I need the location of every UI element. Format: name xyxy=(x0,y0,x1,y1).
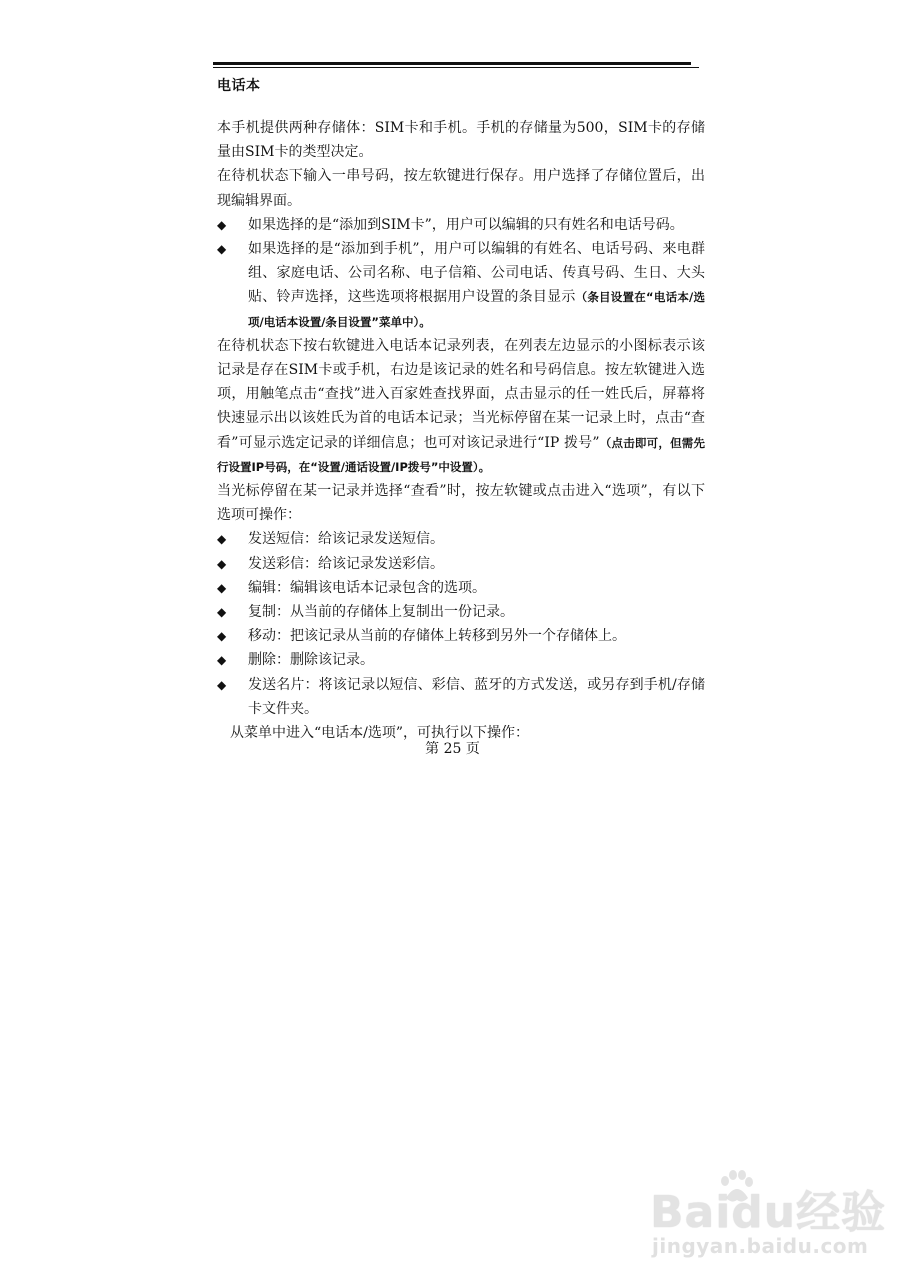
paragraph-save: 在待机状态下输入一串号码，按左软键进行保存。用户选择了存储位置后，出现编辑界面。 xyxy=(217,168,705,209)
paragraph-list-note: （点击即可，但需先行设置IP号码，在“设置/通话设置/IP拨号”中设置）。 xyxy=(217,435,706,474)
document-body xyxy=(217,116,705,745)
bullet-diamond-icon: ◆ xyxy=(217,653,227,668)
bullet-diamond-icon: ◆ xyxy=(217,217,227,232)
paragraph-menu: 从菜单中进入“电话本/选项”，可执行以下操作： xyxy=(230,725,530,742)
bullet-diamond-icon: ◆ xyxy=(217,580,227,595)
paragraph-list-text: 在待机状态下按右软键进入电话本记录列表，在列表左边显示的小图标表示该记录是存在SIM卡或手机，右边是该记录的姓名和号码信息。按左软键进入选项，用触笔点击“查找”进入百家姓查找界面，点击显示的任一姓氏后，屏幕将快速显示出以该姓氏为首的电话本记录；当光标停留在某一记录上时，点击“查看”可显示选定记录的详细信息；也可对该记录进行“IP 拨号” xyxy=(217,337,705,451)
page-number: 第 25 页 xyxy=(425,741,480,757)
bullet-diamond-icon: ◆ xyxy=(217,532,227,547)
paragraph-storage: 本手机提供两种存储体：SIM卡和手机。手机的存储量为500，SIM卡的存储量由SIM卡的类型决定。 xyxy=(217,120,705,161)
bullet-add-sim xyxy=(217,213,705,237)
bullet-text: 如果选择的是“添加到手机”，用户可以编辑的有姓名、电话号码、来电群组、家庭电话、公司名称、电子信箱、公司电话、传真号码、生日、大头贴、铃声选择，这些选项将根据用户设置的条目显示 xyxy=(248,241,705,306)
option-item xyxy=(217,576,705,600)
option-text: 发送彩信：给该记录发送彩信。 xyxy=(248,555,444,572)
watermark-url: jingyan.baidu.com xyxy=(652,1234,869,1258)
option-text: 删除：删除该记录。 xyxy=(248,652,374,669)
option-text: 移动：把该记录从当前的存储体上转移到另外一个存储体上。 xyxy=(248,628,626,645)
paragraph-list xyxy=(217,334,705,479)
option-item xyxy=(217,600,705,624)
option-item xyxy=(217,624,705,648)
bullet-add-phone xyxy=(217,237,705,334)
header-rule-thin xyxy=(213,67,699,68)
bullet-text: 如果选择的是“添加到SIM卡”，用户可以编辑的只有姓名和电话号码。 xyxy=(248,216,684,233)
option-item xyxy=(217,673,705,721)
bullet-diamond-icon: ◆ xyxy=(217,605,227,620)
bullet-diamond-icon: ◆ xyxy=(217,629,227,644)
paragraph-view: 当光标停留在某一记录并选择“查看”时，按左软键或点击进入“选项”，有以下选项可操作： xyxy=(217,483,705,524)
bullet-note: （条目设置在“电话本/选项/电话本设置/条目设置”菜单中）。 xyxy=(248,290,705,329)
option-text: 复制：从当前的存储体上复制出一份记录。 xyxy=(248,604,514,621)
watermark-logo: Baidu经验 xyxy=(650,1187,887,1238)
bullet-diamond-icon: ◆ xyxy=(217,556,227,571)
header-title: 电话本 xyxy=(217,78,261,94)
bullet-diamond-icon: ◆ xyxy=(217,242,227,257)
option-text: 发送名片：将该记录以短信、彩信、蓝牙的方式发送，或另存到手机/存储卡文件夹。 xyxy=(248,676,705,717)
bullet-diamond-icon: ◆ xyxy=(217,677,227,692)
option-item xyxy=(217,648,705,672)
option-text: 发送短信：给该记录发送短信。 xyxy=(248,531,444,548)
header-rule-thick xyxy=(213,62,691,65)
option-item xyxy=(217,527,705,551)
option-item xyxy=(217,552,705,576)
option-text: 编辑：编辑该电话本记录包含的选项。 xyxy=(248,579,486,596)
baidu-watermark xyxy=(650,1168,890,1278)
